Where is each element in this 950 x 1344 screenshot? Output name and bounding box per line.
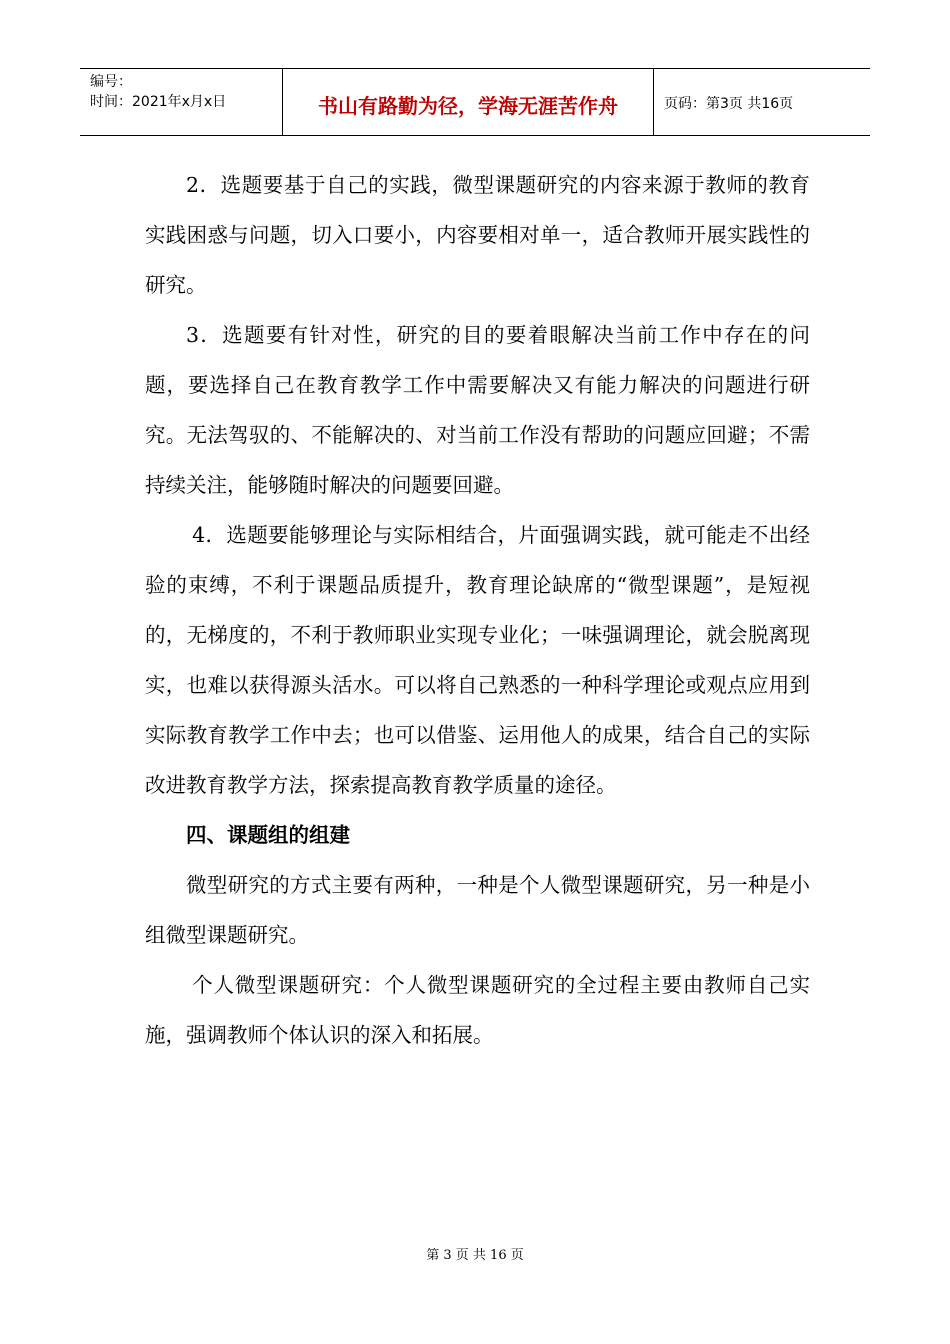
paragraph-point-4: 4．选题要能够理论与实际相结合，片面强调实践，就可能走不出经验的束缚，不利于课题品质提升，教育理论缺席的“微型课题”，是短视的，无梯度的，不利于教师职业实现专业化；一味强调理论，就会脱离现实，也难以获得源头活水。可以将自己熟悉的一种科学理论或观点应用到实际教育教学工作中去；也可以借鉴、运用他人的成果，结合自己的实际改进教育教学方法，探索提高教育教学质量的途径。: [145, 523, 810, 797]
page-footer: 第 3 页 共 16 页: [426, 1248, 524, 1263]
document-body: [145, 160, 810, 1060]
paragraph-research-methods: 微型研究的方式主要有两种，一种是个人微型课题研究，另一种是小组微型课题研究。: [145, 873, 810, 947]
header-page-code: 页码：第3页 共16页: [664, 96, 794, 112]
header-meta: [80, 69, 282, 135]
paragraph-point-3: 3．选题要有针对性，研究的目的要着眼解决当前工作中存在的问题，要选择自己在教育教学工作中需要解决又有能力解决的问题进行研究。无法驾驭的、不能解决的、对当前工作没有帮助的问题应回避；不需持续关注，能够随时解决的问题要回避。: [145, 323, 810, 497]
page-header: [80, 68, 870, 136]
paragraph-point-2: 2．选题要基于自己的实践，微型课题研究的内容来源于教师的教育实践困惑与问题，切入口要小，内容要相对单一，适合教师开展实践性的研究。: [145, 173, 810, 297]
header-motto: 书山有路勤为径，学海无涯苦作舟: [282, 69, 654, 135]
paragraph-individual-research: 个人微型课题研究：个人微型课题研究的全过程主要由教师自己实施，强调教师个体认识的深入和拓展。: [145, 973, 810, 1047]
document-number-label: 编号：: [90, 74, 132, 90]
section-heading-4: 四、课题组的组建: [186, 823, 350, 847]
document-time-label: 时间：2021年x月x日: [90, 94, 227, 110]
